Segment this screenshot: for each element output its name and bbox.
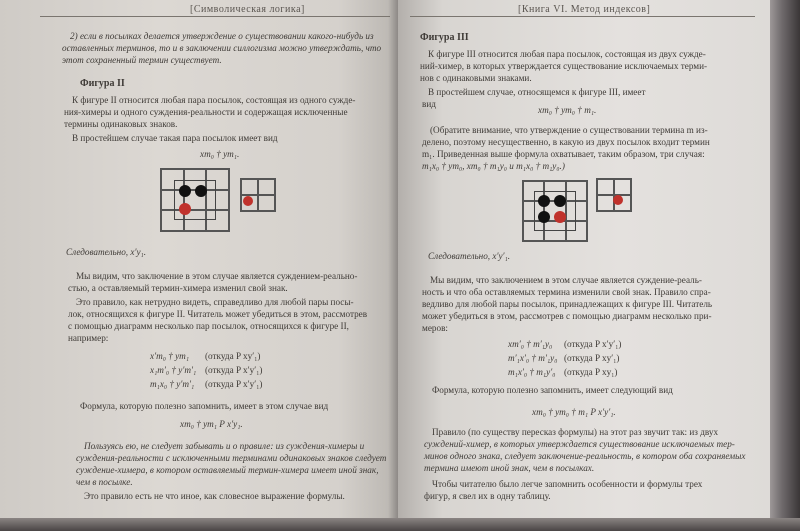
para5-line-1: Пользуясь ею, не следует забывать и о правиле: из суждения-химеры и xyxy=(84,441,365,451)
para1-line-2: ния-химеры и одного суждения-реальности и содержащая исключенные xyxy=(64,107,348,117)
para1-line-1: К фигуре III относится любая пара посылок, состоящая из двух сужде- xyxy=(428,49,706,59)
para1-line-3: нов с одинаковыми знаками. xyxy=(420,73,532,83)
para6-line-5: Чтобы читателю было легче запомнить особенности и формулы трех xyxy=(432,479,703,489)
right-page xyxy=(398,0,770,531)
para2b: вид xyxy=(422,99,436,109)
formula-xm0-ym1: xm₀ † ym₁. xyxy=(200,149,240,159)
para4-line-1: Мы видим, что заключением в этом случае является суждение-реаль- xyxy=(430,275,702,285)
para3-line-2: делено, поэтому несущественно, в какую из двух посылок входит термин xyxy=(422,137,710,147)
para6-line-1: Правило (по существу пересказ формулы) на этот раз звучит так: из двух xyxy=(432,427,719,437)
example-2-result: (откуда P x′y′₁) xyxy=(205,365,263,375)
black-counter-1 xyxy=(538,195,550,207)
para3-line-3: Это правило, как нетрудно видеть, справедливо для любой пары посы- xyxy=(76,297,354,307)
example-3-formula: m₁x₀ † y′m′₁ xyxy=(150,379,195,389)
para4-line-4: может убедиться в этом, рассмотрев с помощью диаграмм несколько при- xyxy=(422,311,712,321)
para5: Формула, которую полезно запомнить, имеет следующий вид xyxy=(432,385,673,395)
black-counter-3 xyxy=(554,195,566,207)
red-counter-small xyxy=(243,196,253,206)
formula-rule-figure-iii: xm₀ † ym₀ † m₁ P x′y′₁. xyxy=(532,407,616,417)
formula-figure-iii: xm₀ † ym₀ † m₁. xyxy=(538,105,597,115)
para4: Формула, которую полезно запомнить, имеет в этом случае вид xyxy=(80,401,329,411)
para3-line-4: лок, относящихся к фигуре II. Читатель может убедиться в этом, рассмотрев xyxy=(68,309,368,319)
para3-line-2: стью, а оставляемый термин-химера изменил свой знак. xyxy=(68,283,288,293)
conclusion-figure-iii: Следовательно, x′y′₁. xyxy=(428,251,511,261)
black-counter-2 xyxy=(538,211,550,223)
para4-line-2: ность и что оба оставляемых термина изменили свой знак. Правило спра- xyxy=(422,287,711,297)
para3-line-6: например: xyxy=(68,333,109,343)
para4-line-5: меров: xyxy=(422,323,448,333)
diagram-2x2-figure-ii xyxy=(240,178,276,212)
example-2-formula: m′₁x′₀ † m′₁y₀ xyxy=(508,353,558,363)
para3-line-1: Мы видим, что заключение в этом случае является суждением-реально- xyxy=(76,271,358,281)
para6-line-4: термина имеют иной знак, чем в посылках. xyxy=(424,463,595,473)
black-counter-1 xyxy=(179,185,191,197)
para2: В простейшем случае такая пара посылок имеет вид xyxy=(72,133,278,143)
figure-ii-title: Фигура II xyxy=(80,78,125,89)
para6-line-6: фигур, я свел их в одну таблицу. xyxy=(424,491,551,501)
para6-line-2: суждений-химер, в которых утверждается существование исключаемых тер- xyxy=(424,439,735,449)
example-1-result: (откуда P xy′₁) xyxy=(205,351,261,361)
para6-line-3: минов одного знака, следует заключение-реальность, в котором оба сохраняемых xyxy=(424,451,746,461)
para1-line-3: термины одинаковых знаков. xyxy=(64,119,178,129)
para5-line-2: суждения-реальности с исключенными терминами одинаковых знаков следует xyxy=(76,453,387,463)
para3-line-1: (Обратите внимание, что утверждение о существовании термина m из- xyxy=(430,125,708,135)
black-counter-2 xyxy=(195,185,207,197)
red-counter xyxy=(179,203,191,215)
para5-line-4: чем в посылке. xyxy=(76,477,133,487)
example-3-formula: m₁x′₀ † m₁y′₀ xyxy=(508,367,556,377)
para3-line-5: с помощью диаграмм несколько пар посылок, относящихся к фигуре II, xyxy=(68,321,349,331)
para2: В простейшем случае, относящемся к фигуре III, имеет xyxy=(428,87,646,97)
red-counter xyxy=(554,211,566,223)
example-1-formula: xm′₀ † m′₁y₀ xyxy=(508,339,553,349)
red-counter-small xyxy=(613,195,623,205)
example-2-result: (откуда P xy′₁) xyxy=(564,353,620,363)
running-head-left: [Символическая логика] xyxy=(190,4,305,15)
para1-line-1: К фигуре II относится любая пара посылок, состоящая из одного сужде- xyxy=(72,95,356,105)
intro-line-2: оставленных терминов, то и в заключении силлогизма можно утверждать, что xyxy=(62,43,382,53)
formula-rule-figure-ii: xm₀ † ym₁ P x′y₁. xyxy=(180,419,243,429)
left-page xyxy=(0,0,398,531)
page-stack-edge xyxy=(770,0,800,531)
example-1-formula: x′m₀ † ym₁ xyxy=(150,351,190,361)
para5-line-3: суждение-химера, в котором оставляемый термин-химера имеет иной знак, xyxy=(76,465,379,475)
example-3-result: (откуда P x′y′₁) xyxy=(205,379,263,389)
book-bottom-edge xyxy=(0,518,800,531)
intro-line-1: 2) если в посылках делается утверждение о существовании какого-нибудь из xyxy=(70,31,374,41)
intro-line-3: этот сохраненный термин существует. xyxy=(62,55,222,65)
header-rule xyxy=(410,16,755,17)
figure-iii-title: Фигура III xyxy=(420,32,469,43)
para4-line-3: ведливо для любой пары посылок, принадлежащих к фигуре III. Читатель xyxy=(422,299,713,309)
para1-line-2: ний-химер, в которых утверждается существование исключаемых терми- xyxy=(420,61,708,71)
para3-line-4: m₁x₀ † ym₀, xm₀ † m₁y₀ и m₁x₀ † m₁y₀.) xyxy=(422,161,565,171)
running-head-right: [Книга VI. Метод индексов] xyxy=(518,4,651,15)
conclusion-figure-ii: Следовательно, x′y₁. xyxy=(66,247,147,257)
example-2-formula: x₁m′₀ † y′m′₁ xyxy=(150,365,197,375)
example-1-result: (откуда P x′y′₁) xyxy=(564,339,622,349)
para6: Это правило есть не что иное, как словесное выражение формулы. xyxy=(84,491,345,501)
example-3-result: (откуда P xy₁) xyxy=(564,367,618,377)
para3-line-3: m₁. Приведенная выше формула охватывает, таким образом, три случая: xyxy=(422,149,705,159)
header-rule xyxy=(40,16,390,17)
